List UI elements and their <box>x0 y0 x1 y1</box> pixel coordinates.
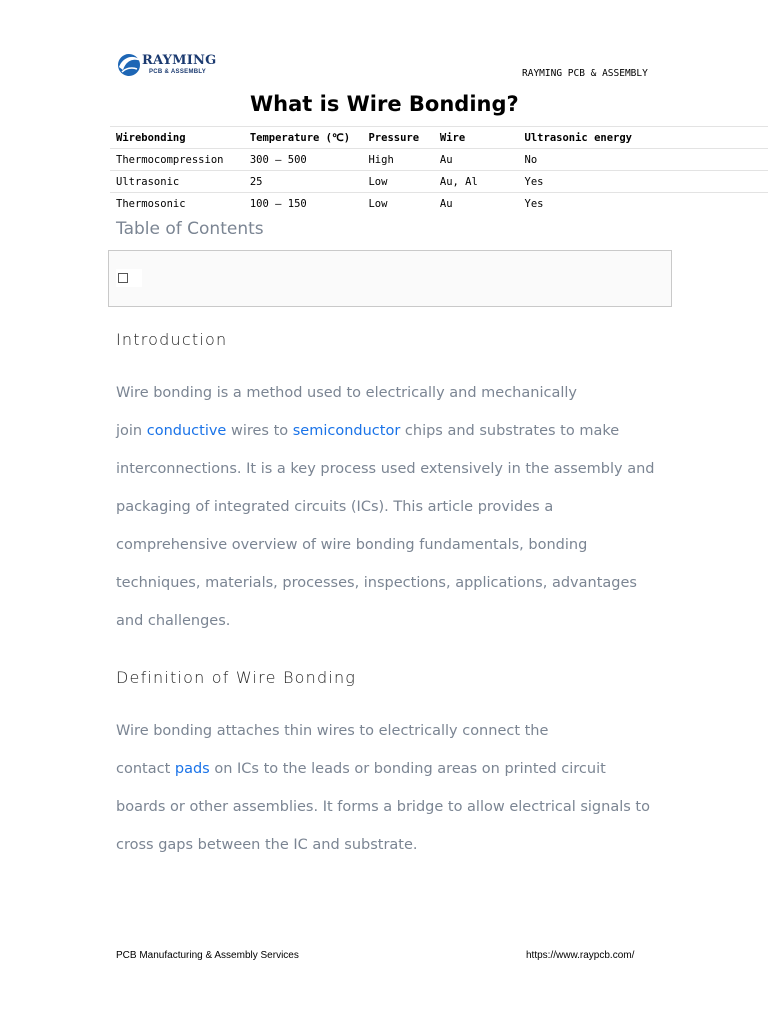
section-heading-definition: Definition of Wire Bonding <box>116 668 357 687</box>
paragraph-line: cross gaps between the IC and substrate. <box>116 837 418 853</box>
table-header-cell: Wirebonding <box>110 127 244 149</box>
text-span: chips and substrates to make <box>400 423 620 439</box>
footer-services-text: PCB Manufacturing & Assembly Services <box>116 950 299 961</box>
table-cell: Thermosonic <box>116 197 186 210</box>
footer-url[interactable]: https://www.raypcb.com/ <box>526 950 635 961</box>
table-row <box>110 171 768 193</box>
logo-sub-text: PCB & ASSEMBLY <box>149 69 207 75</box>
link-pads[interactable]: pads <box>174 761 210 777</box>
paragraph-line: packaging of integrated circuits (ICs). This article provides a <box>116 499 554 515</box>
link-semiconductor[interactable]: semiconductor <box>292 423 401 439</box>
text-span: contact <box>116 761 175 777</box>
header-company-name: RAYMING PCB & ASSEMBLY <box>522 68 648 79</box>
paragraph-line <box>116 750 656 788</box>
toc-toggle-button[interactable] <box>116 269 142 287</box>
table-header-cell: Temperature (℃) <box>244 127 363 149</box>
table-cell: No <box>519 149 768 171</box>
paragraph-line: Wire bonding attaches thin wires to electrically connect the <box>116 723 549 739</box>
logo-swirl-icon <box>116 52 142 78</box>
table-cell: 25 <box>244 171 363 193</box>
table-header-cell: Wire <box>434 127 519 149</box>
definition-paragraph <box>116 712 656 864</box>
introduction-paragraph <box>116 374 656 640</box>
table-cell: High <box>362 149 433 171</box>
table-cell: Yes <box>524 197 544 210</box>
wirebonding-table <box>110 126 768 214</box>
paragraph-line: techniques, materials, processes, inspections, applications, advantages <box>116 575 637 591</box>
paragraph-line: and challenges. <box>116 613 231 629</box>
table-cell: Ultrasonic <box>110 171 244 193</box>
text-span: on ICs to the leads or bonding areas on printed circuit <box>209 761 606 777</box>
section-heading-introduction: Introduction <box>116 330 228 349</box>
table-header-row <box>110 127 768 149</box>
table-cell: Au <box>439 197 453 210</box>
logo-brand-text: RAYMING <box>142 53 217 68</box>
toc-title: Table of Contents <box>116 219 264 239</box>
table-cell: 100 – 150 <box>249 197 307 210</box>
table-cell: Au, Al <box>434 171 519 193</box>
text-span: wires to <box>226 423 293 439</box>
table-row <box>110 149 768 171</box>
table-cell: Low <box>362 171 433 193</box>
table-cell: Yes <box>519 171 768 193</box>
rayming-logo <box>116 50 226 80</box>
table-row <box>110 193 768 215</box>
toc-box <box>108 250 672 307</box>
link-conductive[interactable]: conductive <box>146 423 227 439</box>
table-header-cell: Ultrasonic energy <box>519 127 768 149</box>
paragraph-line: comprehensive overview of wire bonding fundamentals, bonding <box>116 537 588 553</box>
paragraph-line: interconnections. It is a key process used extensively in the assembly and <box>116 461 655 477</box>
table-cell: 300 – 500 <box>244 149 363 171</box>
paragraph-line <box>116 412 656 450</box>
table-cell: Au <box>434 149 519 171</box>
table-header-cell: Pressure <box>362 127 433 149</box>
toc-checkbox-icon <box>118 273 128 283</box>
paragraph-line: Wire bonding is a method used to electrically and mechanically <box>116 385 577 401</box>
table-cell: Low <box>368 197 388 210</box>
text-span: join <box>116 423 147 439</box>
table-cell: Thermocompression <box>110 149 244 171</box>
paragraph-line: boards or other assemblies. It forms a bridge to allow electrical signals to <box>116 799 650 815</box>
page-title: What is Wire Bonding? <box>250 92 519 116</box>
